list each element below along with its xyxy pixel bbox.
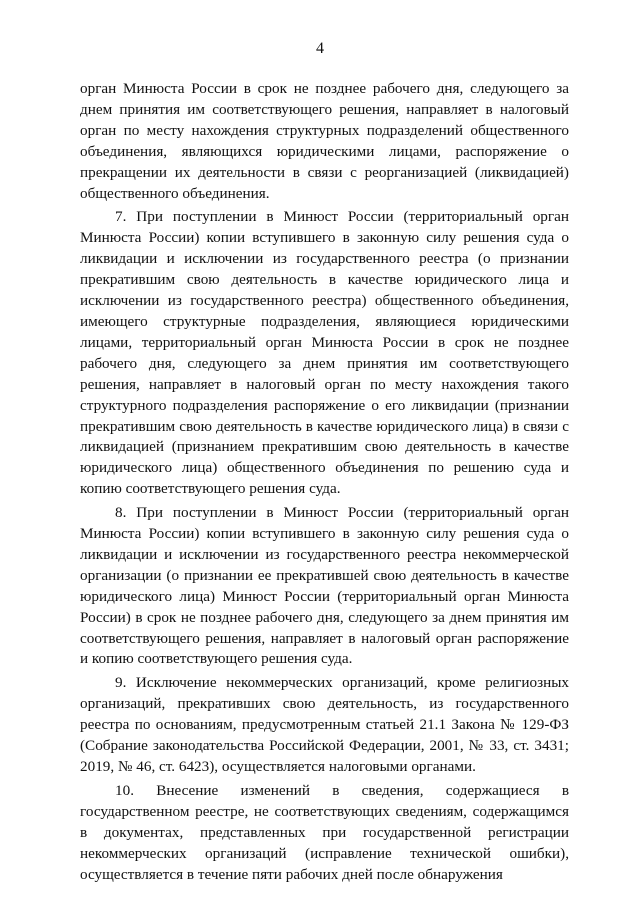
paragraph-9: 9. Исключение некоммерческих организаций, кроме религиозных организаций, прекративших свою деятельность, из государственного реестра по основаниям, предусмотренным статьей 21.1 Закона № 129-ФЗ (Собрание законодательства Российской Федерации, 2001, № 33, ст. 3431; 2019, № 46, ст. 6423), осуществляется налоговыми органами. — [80, 674, 569, 775]
paragraph-8: 8. При поступлении в Минюст России (территориальный орган Минюста России) копии вступившего в законную силу решения суда о ликвидации и исключении из государственного реестра некоммерческой организации (о признании ее прекратившей свою деятельность в качестве юридического лица) Минюст России (территориальный орган Минюста России) в срок не позднее рабочего дня, следующего за днем принятия им соответствующего решения, направляет в налоговый орган распоряжение и копию соответствующего решения суда. — [80, 504, 569, 668]
page-body — [80, 79, 569, 885]
paragraph-continuation: орган Минюста России в срок не позднее рабочего дня, следующего за днем принятия им соответствующего решения, направляет в налоговый орган по месту нахождения структурных подразделений общественного объединения, являющихся юридическими лицами, распоряжение о прекращении их деятельности в связи с реорганизацией (ликвидацией) общественного объединения. — [80, 80, 569, 202]
page-number: 4 — [316, 40, 324, 57]
paragraph-7: 7. При поступлении в Минюст России (территориальный орган Минюста России) копии вступившего в законную силу решения суда о ликвидации и исключении из государственного реестра (о признании прекратившим свою деятельность в качестве юридического лица и исключении из государственного реестра) общественного объединения, имеющего структурные подразделения, являющиеся юридическими лицами, территориальный орган Минюста России в срок не позднее рабочего дня, следующего за днем принятия им соответствующего решения, направляет в налоговый орган по месту нахождения такого структурного подразделения распоряжение о его ликвидации (признании прекратившим свою деятельность в качестве юридического лица) в связи с ликвидацией (признанием прекратившим свою деятельность в качестве юридического лица) общественного объединения по решению суда и копию соответствующего решения суда. — [80, 208, 569, 498]
paragraph-10: 10. Внесение изменений в сведения, содержащиеся в государственном реестре, не соответствующих сведениям, содержащимся в документах, представленных при государственной регистрации некоммерческих организаций (исправление технической ошибки), осуществляется в течение пяти рабочих дней после обнаружения — [80, 781, 569, 883]
